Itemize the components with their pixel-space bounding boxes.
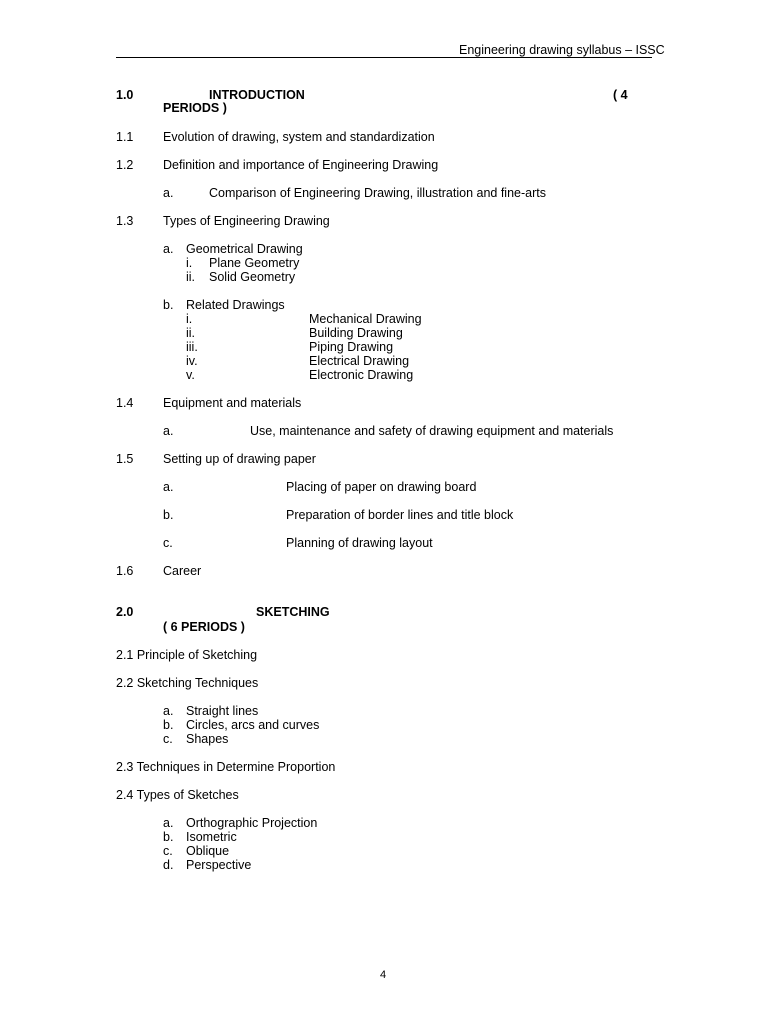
subitem-text: Isometric: [186, 830, 237, 844]
item-number: 1.3: [116, 214, 134, 228]
subitem-text: Placing of paper on drawing board: [286, 480, 477, 494]
subitem-letter: b.: [163, 298, 174, 312]
item-text: Setting up of drawing paper: [163, 452, 316, 466]
item-text: Equipment and materials: [163, 396, 302, 410]
roman-numeral: v.: [186, 368, 195, 382]
subitem-text: Use, maintenance and safety of drawing equipment and materials: [250, 424, 614, 438]
subitem-text: Preparation of border lines and title block: [286, 508, 514, 522]
subitem-letter: c.: [163, 844, 173, 858]
section-periods-part1: ( 4: [613, 88, 628, 102]
subitem-letter: a.: [163, 704, 174, 718]
header-rule: [116, 57, 652, 58]
item-number: 1.6: [116, 564, 134, 578]
subitem-text: Orthographic Projection: [186, 816, 318, 830]
roman-numeral: ii.: [186, 326, 196, 340]
item-number: 1.2: [116, 158, 134, 172]
section-title: SKETCHING: [256, 605, 330, 619]
roman-text: Building Drawing: [309, 326, 403, 340]
subitem-letter: b.: [163, 718, 174, 732]
section-number: 1.0: [116, 88, 134, 102]
roman-text: Piping Drawing: [309, 340, 394, 354]
page-number: 4: [380, 969, 387, 981]
roman-text: Mechanical Drawing: [309, 312, 422, 326]
section-periods: ( 6 PERIODS ): [163, 620, 245, 634]
roman-text: Plane Geometry: [209, 256, 300, 270]
roman-numeral: i.: [186, 312, 193, 326]
subitem-letter: a.: [163, 424, 174, 438]
subitem-letter: a.: [163, 816, 174, 830]
roman-numeral: i.: [186, 256, 193, 270]
subitem-letter: b.: [163, 508, 174, 522]
roman-numeral: ii.: [186, 270, 196, 284]
subitem-text: Comparison of Engineering Drawing, illustration and fine-arts: [209, 186, 546, 200]
subitem-letter: c.: [163, 536, 173, 550]
subitem-letter: a.: [163, 186, 174, 200]
item-heading: 2.1 Principle of Sketching: [116, 648, 258, 662]
section-number: 2.0: [116, 605, 134, 619]
subitem-letter: a.: [163, 242, 174, 256]
item-text: Career: [163, 564, 202, 578]
section-periods-part2: PERIODS ): [163, 101, 227, 115]
roman-numeral: iii.: [186, 340, 198, 354]
subitem-letter: c.: [163, 732, 173, 746]
item-text: Types of Engineering Drawing: [163, 214, 330, 228]
item-number: 1.5: [116, 452, 134, 466]
item-heading: 2.4 Types of Sketches: [116, 788, 239, 802]
subitem-text: Oblique: [186, 844, 230, 858]
subitem-text: Related Drawings: [186, 298, 285, 312]
section-title: INTRODUCTION: [209, 88, 305, 102]
subitem-text: Geometrical Drawing: [186, 242, 303, 256]
subitem-text: Circles, arcs and curves: [186, 718, 320, 732]
roman-text: Solid Geometry: [209, 270, 296, 284]
item-heading: 2.3 Techniques in Determine Proportion: [116, 760, 336, 774]
roman-text: Electronic Drawing: [309, 368, 414, 382]
subitem-letter: a.: [163, 480, 174, 494]
roman-text: Electrical Drawing: [309, 354, 410, 368]
item-text: Definition and importance of Engineering Drawing: [163, 158, 439, 172]
running-header: Engineering drawing syllabus – ISSC: [459, 43, 665, 57]
subitem-text: Planning of drawing layout: [286, 536, 433, 550]
item-number: 1.1: [116, 130, 134, 144]
item-number: 1.4: [116, 396, 134, 410]
roman-numeral: iv.: [186, 354, 198, 368]
item-text: Evolution of drawing, system and standardization: [163, 130, 435, 144]
subitem-text: Perspective: [186, 858, 252, 872]
subitem-text: Shapes: [186, 732, 229, 746]
subitem-letter: d.: [163, 858, 174, 872]
item-heading: 2.2 Sketching Techniques: [116, 676, 259, 690]
subitem-text: Straight lines: [186, 704, 259, 718]
subitem-letter: b.: [163, 830, 174, 844]
